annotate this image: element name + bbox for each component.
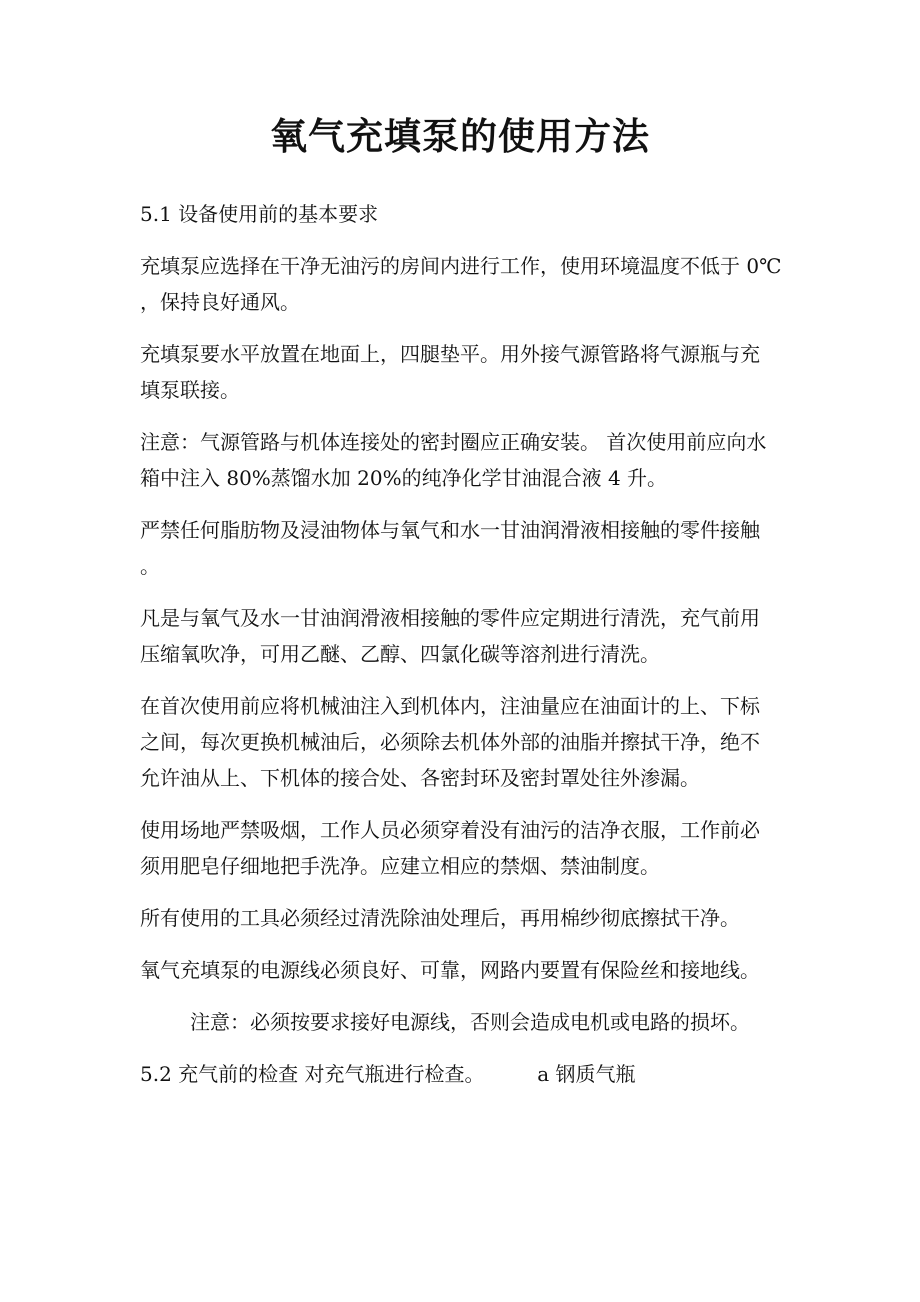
paragraph: [140, 900, 782, 936]
text-line: 填泵联接。: [140, 378, 240, 402]
text-line: 压缩氧吹净，可用乙醚、乙醇、四氯化碳等溶剂进行清洗。: [140, 642, 660, 666]
text-line: 严禁任何脂肪物及浸油物体与氧气和水一甘油润滑液相接触的零件接触: [140, 518, 760, 542]
section-5-2-text: 对充气瓶进行检查。: [304, 1062, 485, 1086]
section-5-2-item: a 钢质气瓶: [537, 1062, 636, 1086]
text-line: 充填泵要水平放置在地面上，四腿垫平。用外接气源管路将气源瓶与充: [140, 342, 760, 366]
text-line: 凡是与氧气及水一甘油润滑液相接触的零件应定期进行清洗，充气前用: [140, 606, 760, 630]
indented-note: [140, 1004, 782, 1040]
text-line: 在首次使用前应将机械油注入到机体内，注油量应在油面计的上、下标: [140, 694, 760, 718]
section-5-2: [140, 1056, 782, 1092]
section-5-1-heading: 5.1 设备使用前的基本要求: [140, 202, 379, 226]
section-5-2-line: [140, 1056, 782, 1092]
document-body: [140, 196, 782, 1108]
section-5-2-heading: 5.2 充气前的检查: [140, 1062, 299, 1086]
text-line: 之间，每次更换机械油后，必须除去机体外部的油脂并擦拭干净，绝不: [140, 730, 760, 754]
paragraph: [140, 812, 782, 884]
paragraph: [140, 424, 782, 496]
text-line: 允许油从上、下机体的接合处、各密封环及密封罩处往外渗漏。: [140, 766, 700, 790]
paragraph: [140, 512, 782, 584]
text-line: 注意：气源管路与机体连接处的密封圈应正确安装。 首次使用前应向水: [140, 430, 767, 454]
text-line: 使用场地严禁吸烟，工作人员必须穿着没有油污的洁净衣服，工作前必: [140, 818, 760, 842]
text-line: 所有使用的工具必须经过清洗除油处理后，再用棉纱彻底擦拭干净。: [140, 906, 740, 930]
text-line: ，保持良好通风。: [140, 290, 300, 314]
text-line: 充填泵应选择在干净无油污的房间内进行工作，使用环境温度不低于 0℃: [140, 254, 782, 278]
paragraph: [140, 248, 782, 320]
text-line: 须用肥皂仔细地把手洗净。应建立相应的禁烟、禁油制度。: [140, 854, 660, 878]
document-title: 氧气充填泵的使用方法: [270, 114, 650, 158]
paragraph: [140, 688, 782, 796]
paragraph: [140, 600, 782, 672]
paragraph: [140, 336, 782, 408]
paragraph: [140, 952, 782, 988]
text-line: 箱中注入 80%蒸馏水加 20%的纯净化学甘油混合液 4 升。: [140, 466, 668, 490]
text-line: 氧气充填泵的电源线必须良好、可靠，网路内要置有保险丝和接地线。: [140, 958, 760, 982]
text-line: 。: [140, 554, 160, 578]
text-line: 注意：必须按要求接好电源线，否则会造成电机或电路的损坏。: [190, 1010, 750, 1034]
